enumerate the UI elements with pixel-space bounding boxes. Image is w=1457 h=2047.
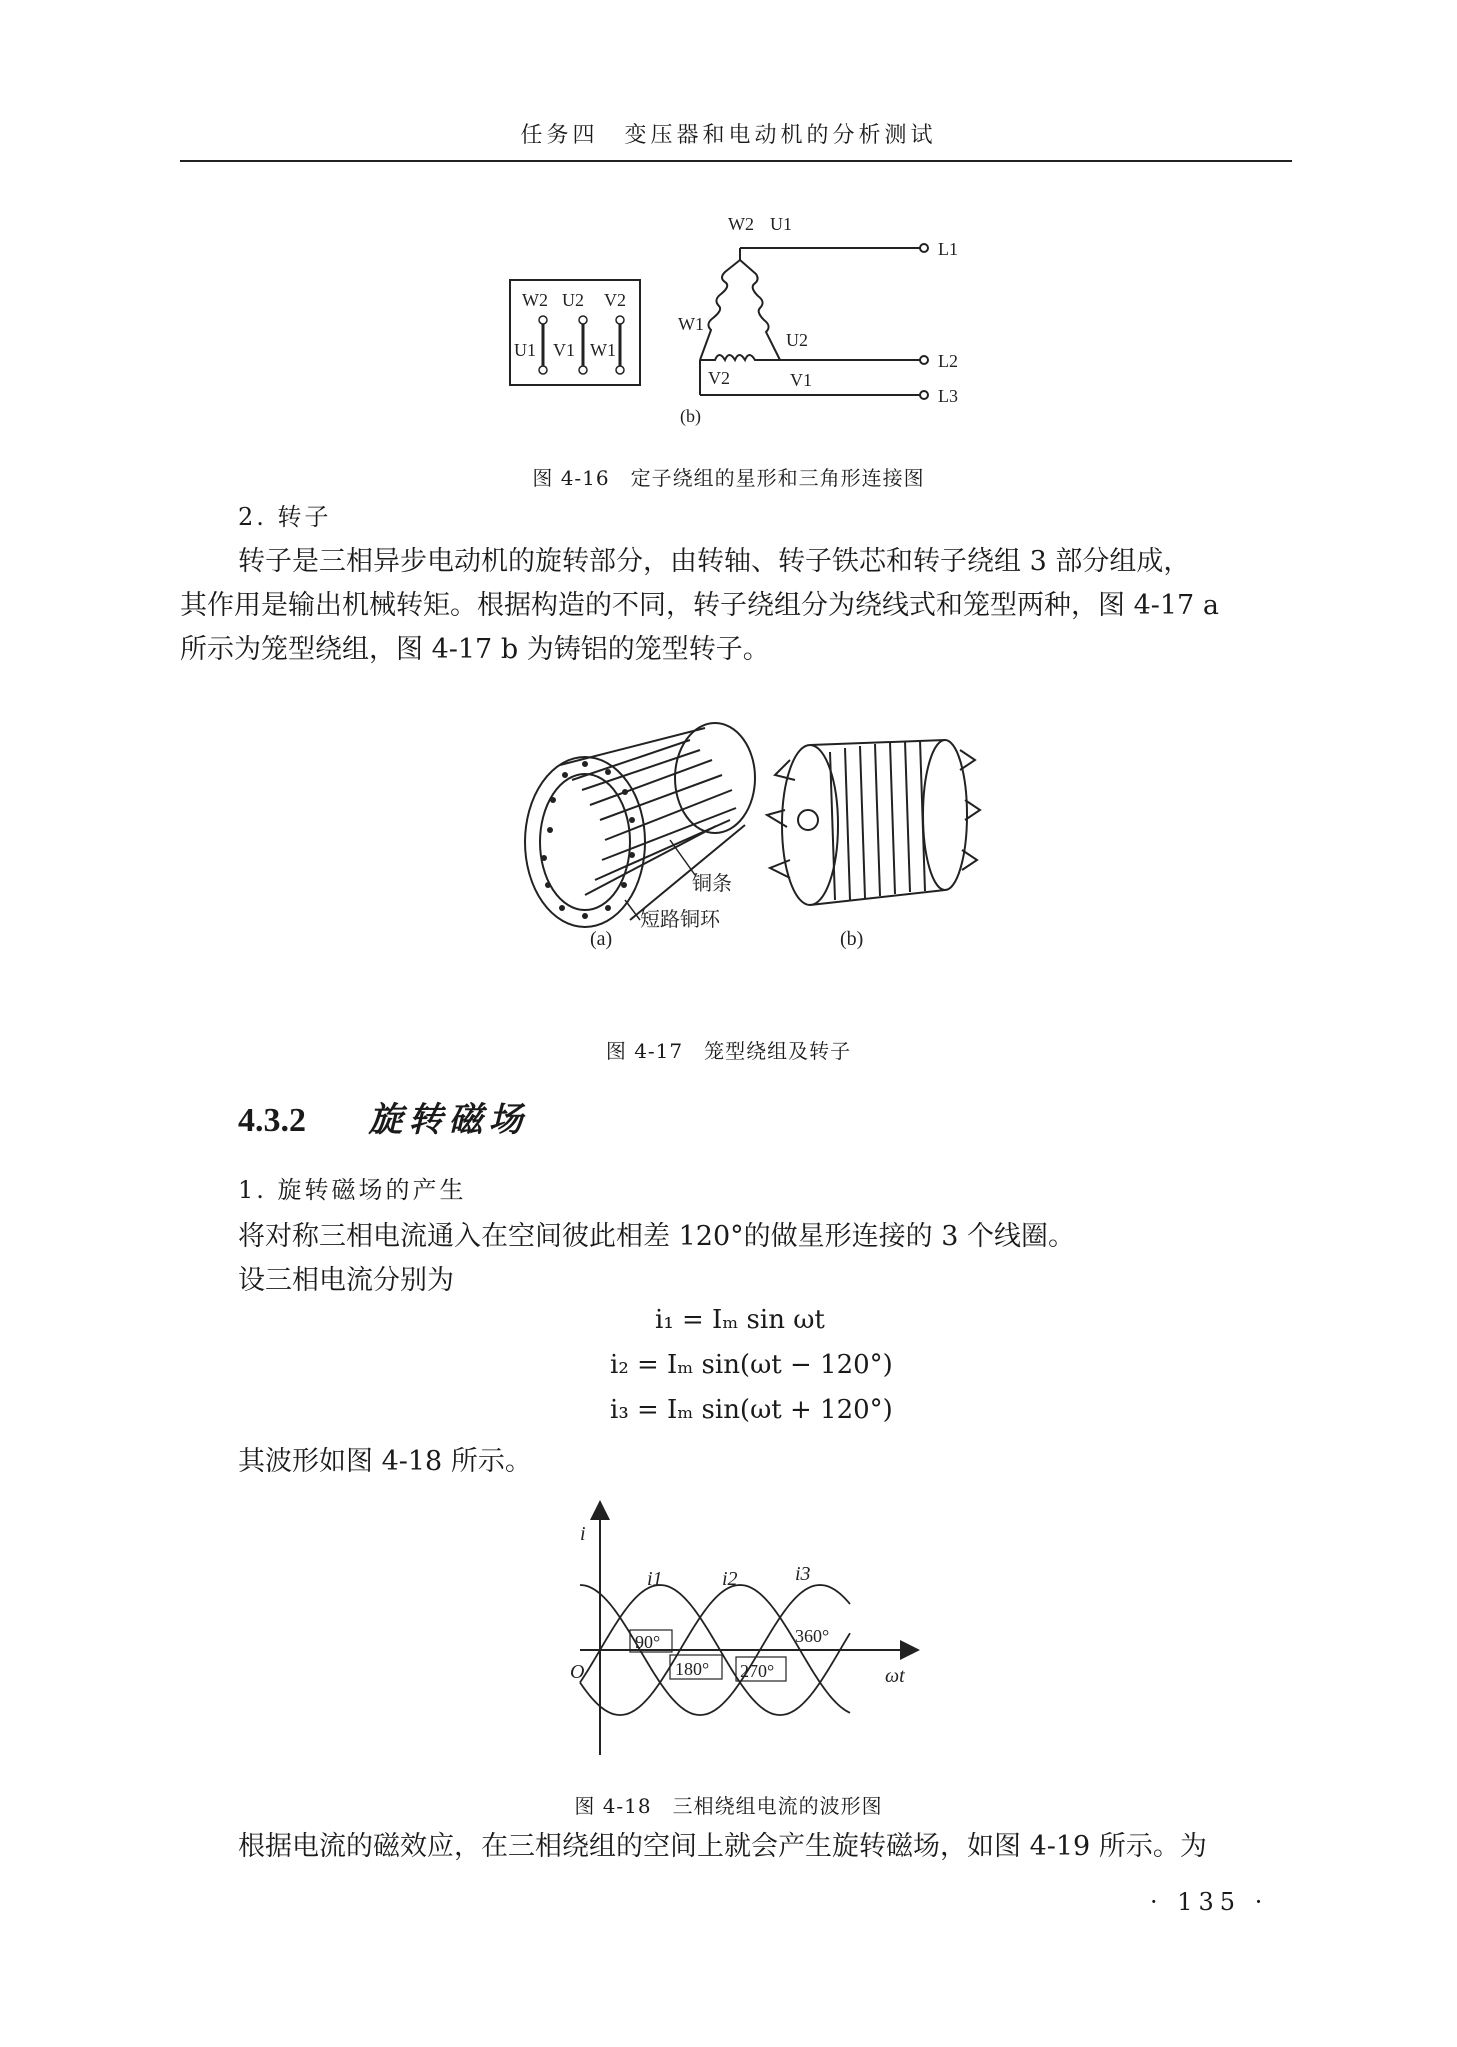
section-title: 旋转磁场 — [368, 1102, 529, 1139]
tick-180: 180° — [675, 1659, 710, 1679]
rotor-line-2: 其作用是输出机械转矩。根据构造的不同，转子绕组分为绕线式和笼型两种，图 4-17 a — [180, 590, 1219, 621]
label-l3: L3 — [938, 386, 958, 406]
label-w2: W2 — [728, 214, 754, 234]
rmf-line-3-text: 其波形如图 4-18 所示。 — [238, 1446, 532, 1477]
rotor-line-1: 转子是三相异步电动机的旋转部分，由转轴、转子铁芯和转子绕组 3 部分组成， — [238, 546, 1191, 577]
header-rule — [180, 160, 1292, 162]
equation-3: i₃ = Iₘ sin(ωt + 120°) — [610, 1395, 893, 1425]
label-u2: U2 — [786, 330, 808, 350]
y-axis-label: i — [580, 1523, 586, 1545]
running-header: 任务四 变压器和电动机的分析测试 — [520, 123, 937, 148]
rmf-line-1-text: 将对称三相电流通入在空间彼此相差 120°的做星形连接的 3 个线圈。 — [238, 1221, 1075, 1252]
fig16-sublabel: (b) — [680, 406, 701, 426]
fig17-caption: 图 4-17 笼型绕组及转子 — [605, 1039, 852, 1063]
fig16-caption: 图 4-16 定子绕组的星形和三角形连接图 — [532, 466, 925, 490]
rmf-line-1 — [180, 1215, 1298, 1303]
label-w1: W1 — [678, 314, 704, 334]
section-heading — [238, 1092, 529, 1141]
page-number: · 135 · — [1150, 1888, 1269, 1916]
section-number: 4.3.2 — [238, 1102, 306, 1139]
label-v2: V2 — [708, 368, 730, 388]
last-paragraph — [180, 1825, 1298, 1869]
tick-90: 90° — [635, 1632, 661, 1652]
equation-1: i₁ = Iₘ sin ωt — [655, 1305, 825, 1335]
rmf-line-3 — [180, 1440, 1298, 1484]
rmf-heading: 1. 旋转磁场的产生 — [238, 1176, 467, 1204]
last-line-text: 根据电流的磁效应，在三相绕组的空间上就会产生旋转磁场，如图 4-19 所示。为 — [238, 1831, 1207, 1862]
label-v1: V1 — [790, 370, 812, 390]
label-u1: U1 — [770, 214, 792, 234]
terminal-bottom-1: V1 — [553, 340, 575, 360]
x-axis-label: ωt — [885, 1665, 905, 1687]
tick-270: 270° — [740, 1661, 775, 1681]
cast-rotor-drawing — [767, 740, 980, 905]
terminal-bottom-0: U1 — [514, 340, 536, 360]
figure-4-17 — [490, 720, 990, 950]
label-l2: L2 — [938, 351, 958, 371]
squirrel-cage-drawing — [525, 723, 755, 927]
terminal-top-2: V2 — [604, 290, 626, 310]
figure-4-18 — [550, 1500, 930, 1760]
fig17-sub-a: (a) — [590, 928, 613, 950]
fig17-sub-b: (b) — [840, 928, 864, 950]
origin-label: O — [570, 1661, 585, 1683]
label-l1: L1 — [938, 239, 958, 259]
fig18-caption: 图 4-18 三相绕组电流的波形图 — [574, 1794, 883, 1818]
terminal-bottom-2: W1 — [590, 340, 616, 360]
label-copper-bar: 铜条 — [692, 873, 732, 895]
rotor-heading: 2. 转子 — [238, 503, 332, 531]
tick-360: 360° — [795, 1626, 830, 1646]
rotor-line-3: 所示为笼型绕组，图 4-17 b 为铸铝的笼型转子。 — [180, 634, 770, 665]
figure-4-16 — [500, 200, 1000, 435]
terminal-top-0: W2 — [522, 290, 548, 310]
curve-label-i1: i1 — [647, 1568, 663, 1590]
rotor-paragraph — [180, 540, 1298, 672]
curve-label-i2: i2 — [722, 1568, 738, 1590]
curve-label-i3: i3 — [795, 1563, 811, 1585]
equation-2: i₂ = Iₘ sin(ωt − 120°) — [610, 1350, 893, 1380]
label-short-ring: 短路铜环 — [640, 909, 720, 931]
terminal-top-1: U2 — [562, 290, 584, 310]
rmf-line-2-text: 设三相电流分别为 — [238, 1265, 454, 1296]
